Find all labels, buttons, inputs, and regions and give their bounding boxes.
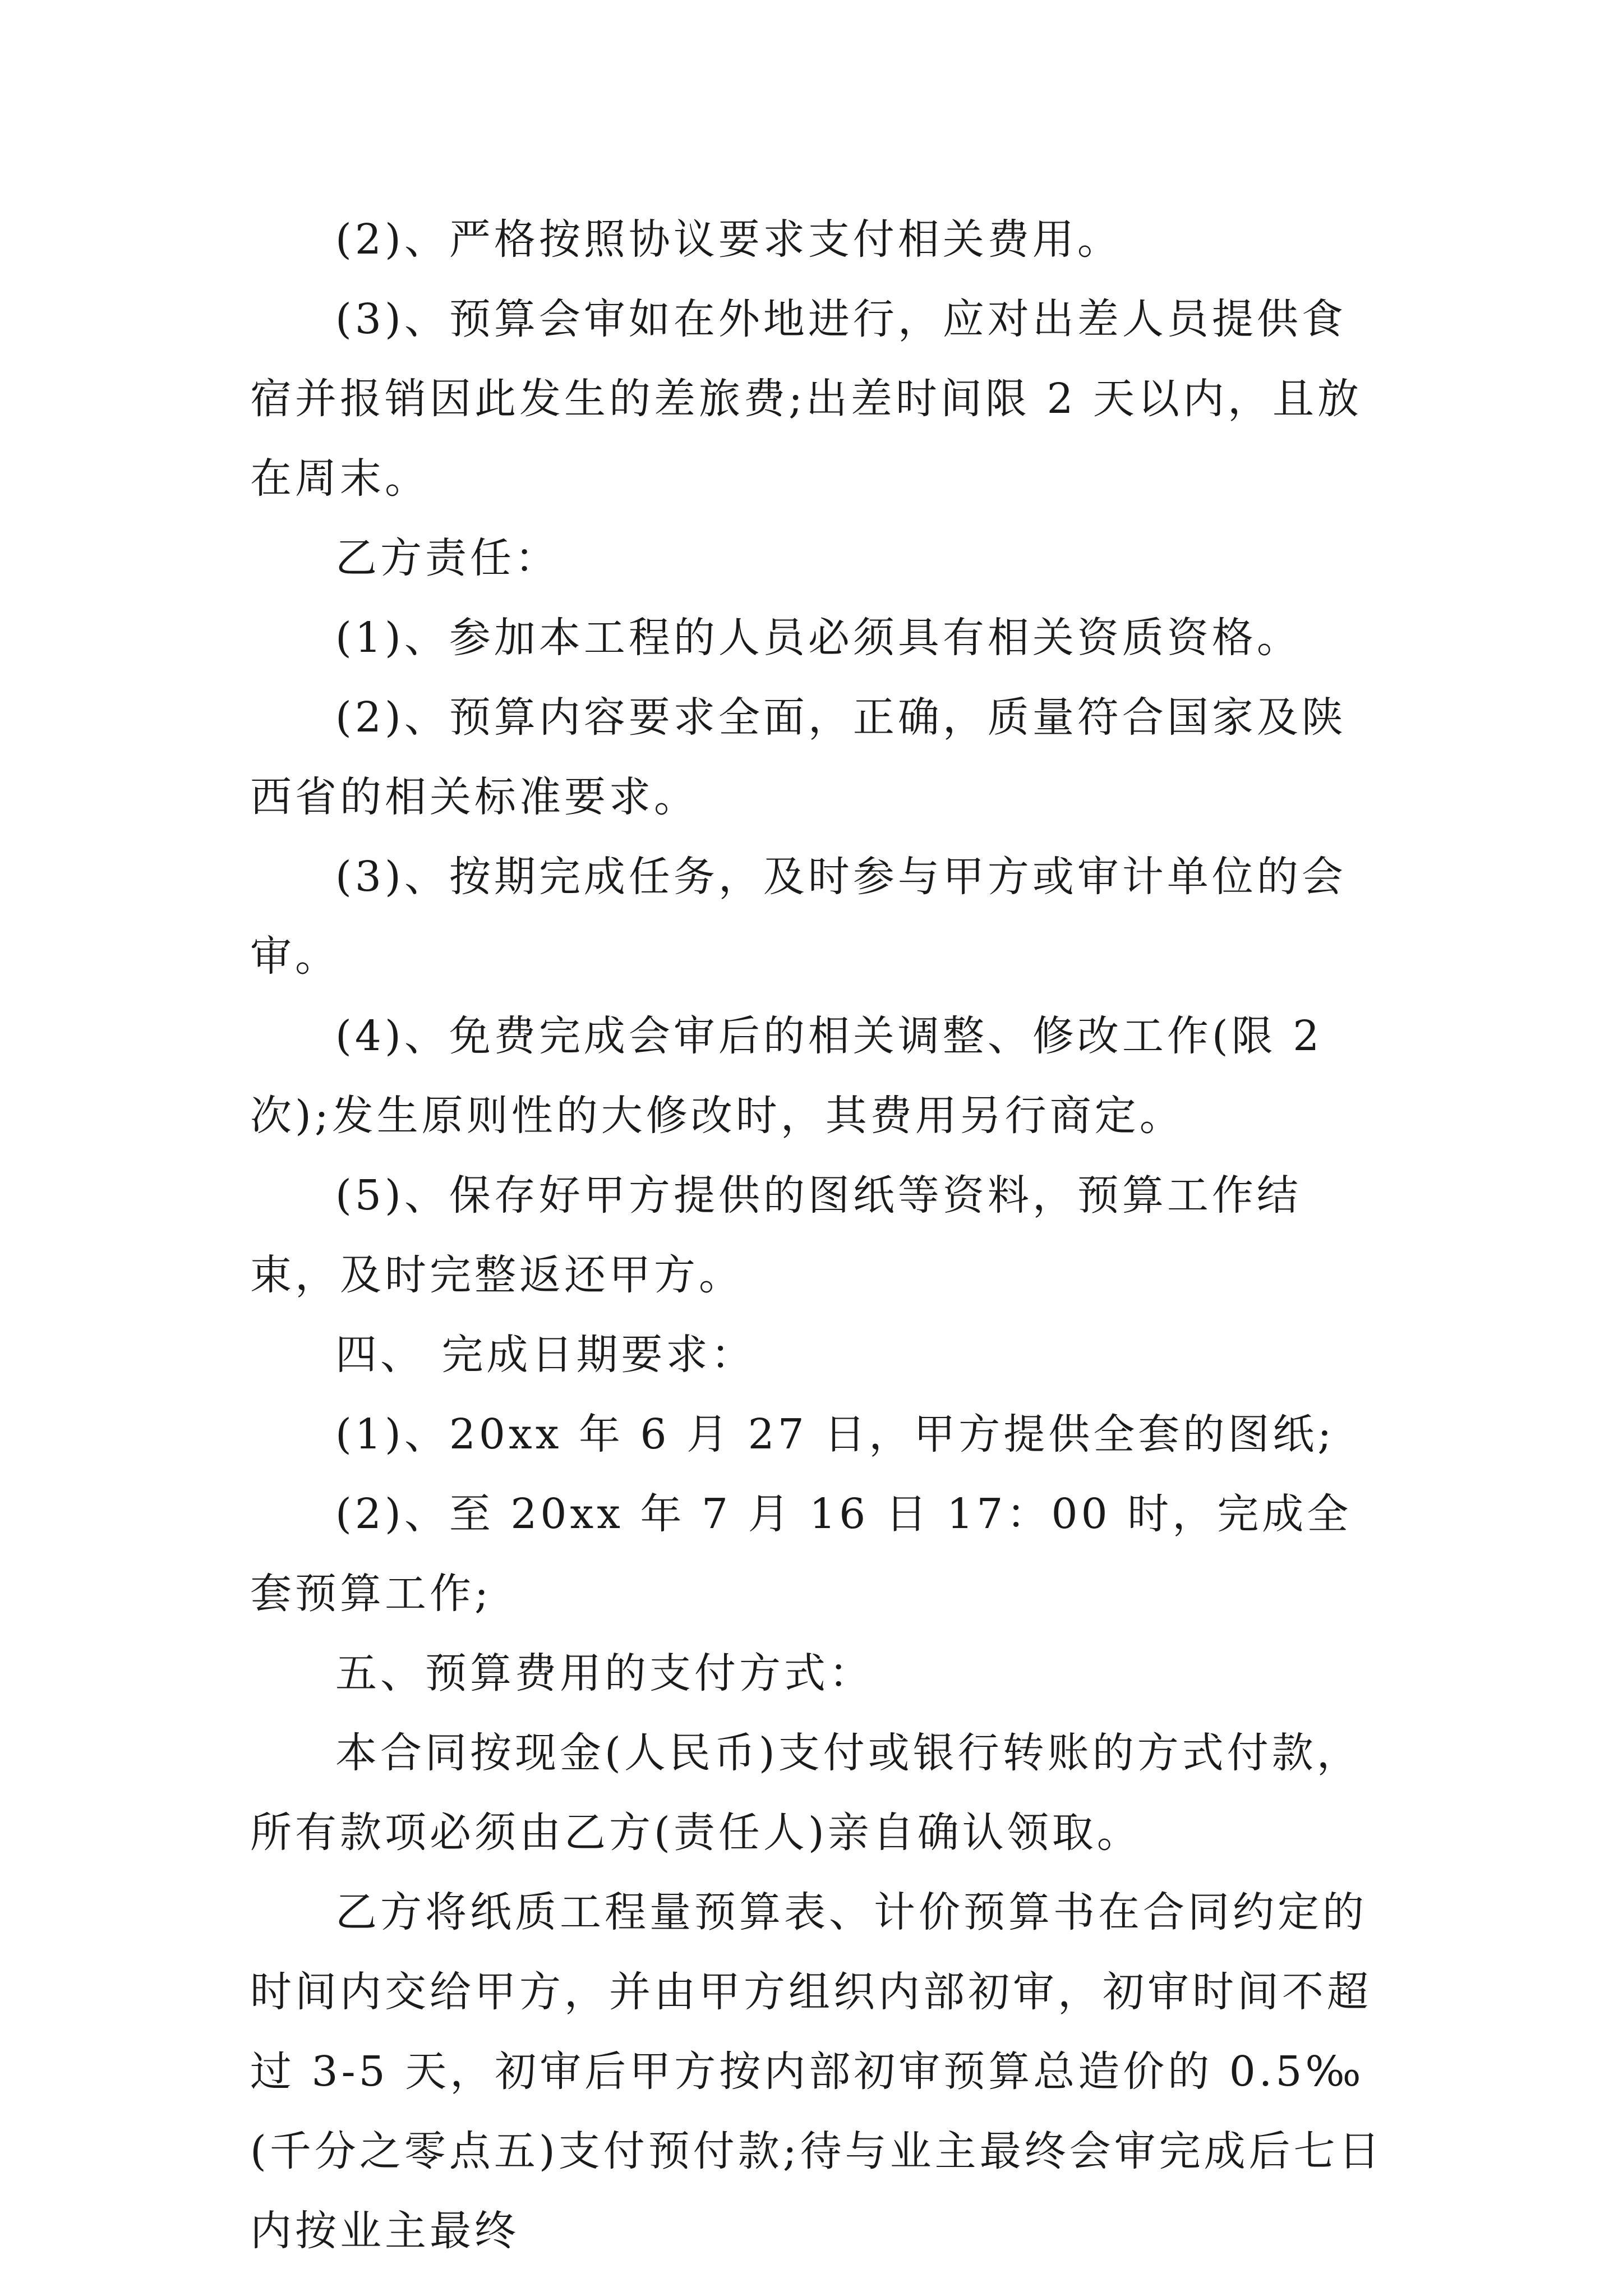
paragraph: (3)、预算会审如在外地进行，应对出差人员提供食宿并报销因此发生的差旅费;出差时间限 2 天以内，且放在周末。	[250, 295, 1363, 503]
paragraph: 本合同按现金(人民币)支付或银行转账的方式付款，所有款项必须由乙方(责任人)亲自确认领取。	[250, 1729, 1362, 1857]
paragraph: 乙方责任：	[335, 534, 560, 582]
paragraph: 乙方将纸质工程量预算表、计价预算书在合同约定的时间内交给甲方，并由甲方组织内部初审，初审时间不超过 3-5 天，初审后甲方按内部初审预算总造价的 0.5‰(千分之零点五)支付预付款;待与业主最终会审完成后七日内按业主最终	[250, 1888, 1384, 2255]
section-heading: 四、 完成日期要求：	[335, 1331, 756, 1379]
paragraph: (1)、20xx 年 6 月 27 日，甲方提供全套的图纸;	[335, 1410, 1335, 1458]
paragraph: (4)、免费完成会审后的相关调整、修改工作(限 2 次);发生原则性的大修改时，其费用另行商定。	[250, 1012, 1323, 1140]
section-heading: 五、预算费用的支付方式：	[335, 1649, 874, 1697]
document-body	[250, 200, 1389, 2271]
paragraph: (1)、参加本工程的人员必须具有相关资质资格。	[335, 614, 1302, 662]
paragraph: (5)、保存好甲方提供的图纸等资料，预算工作结束，及时完整返还甲方。	[250, 1171, 1302, 1299]
paragraph: (2)、预算内容要求全面，正确，质量符合国家及陕西省的相关标准要求。	[250, 693, 1347, 821]
paragraph: (3)、按期完成任务，及时参与甲方或审计单位的会审。	[250, 853, 1347, 981]
paragraph: (2)、严格按照协议要求支付相关费用。	[335, 215, 1122, 264]
paragraph: (2)、至 20xx 年 7 月 16 日 17：00 时，完成全套预算工作;	[250, 1490, 1352, 1618]
